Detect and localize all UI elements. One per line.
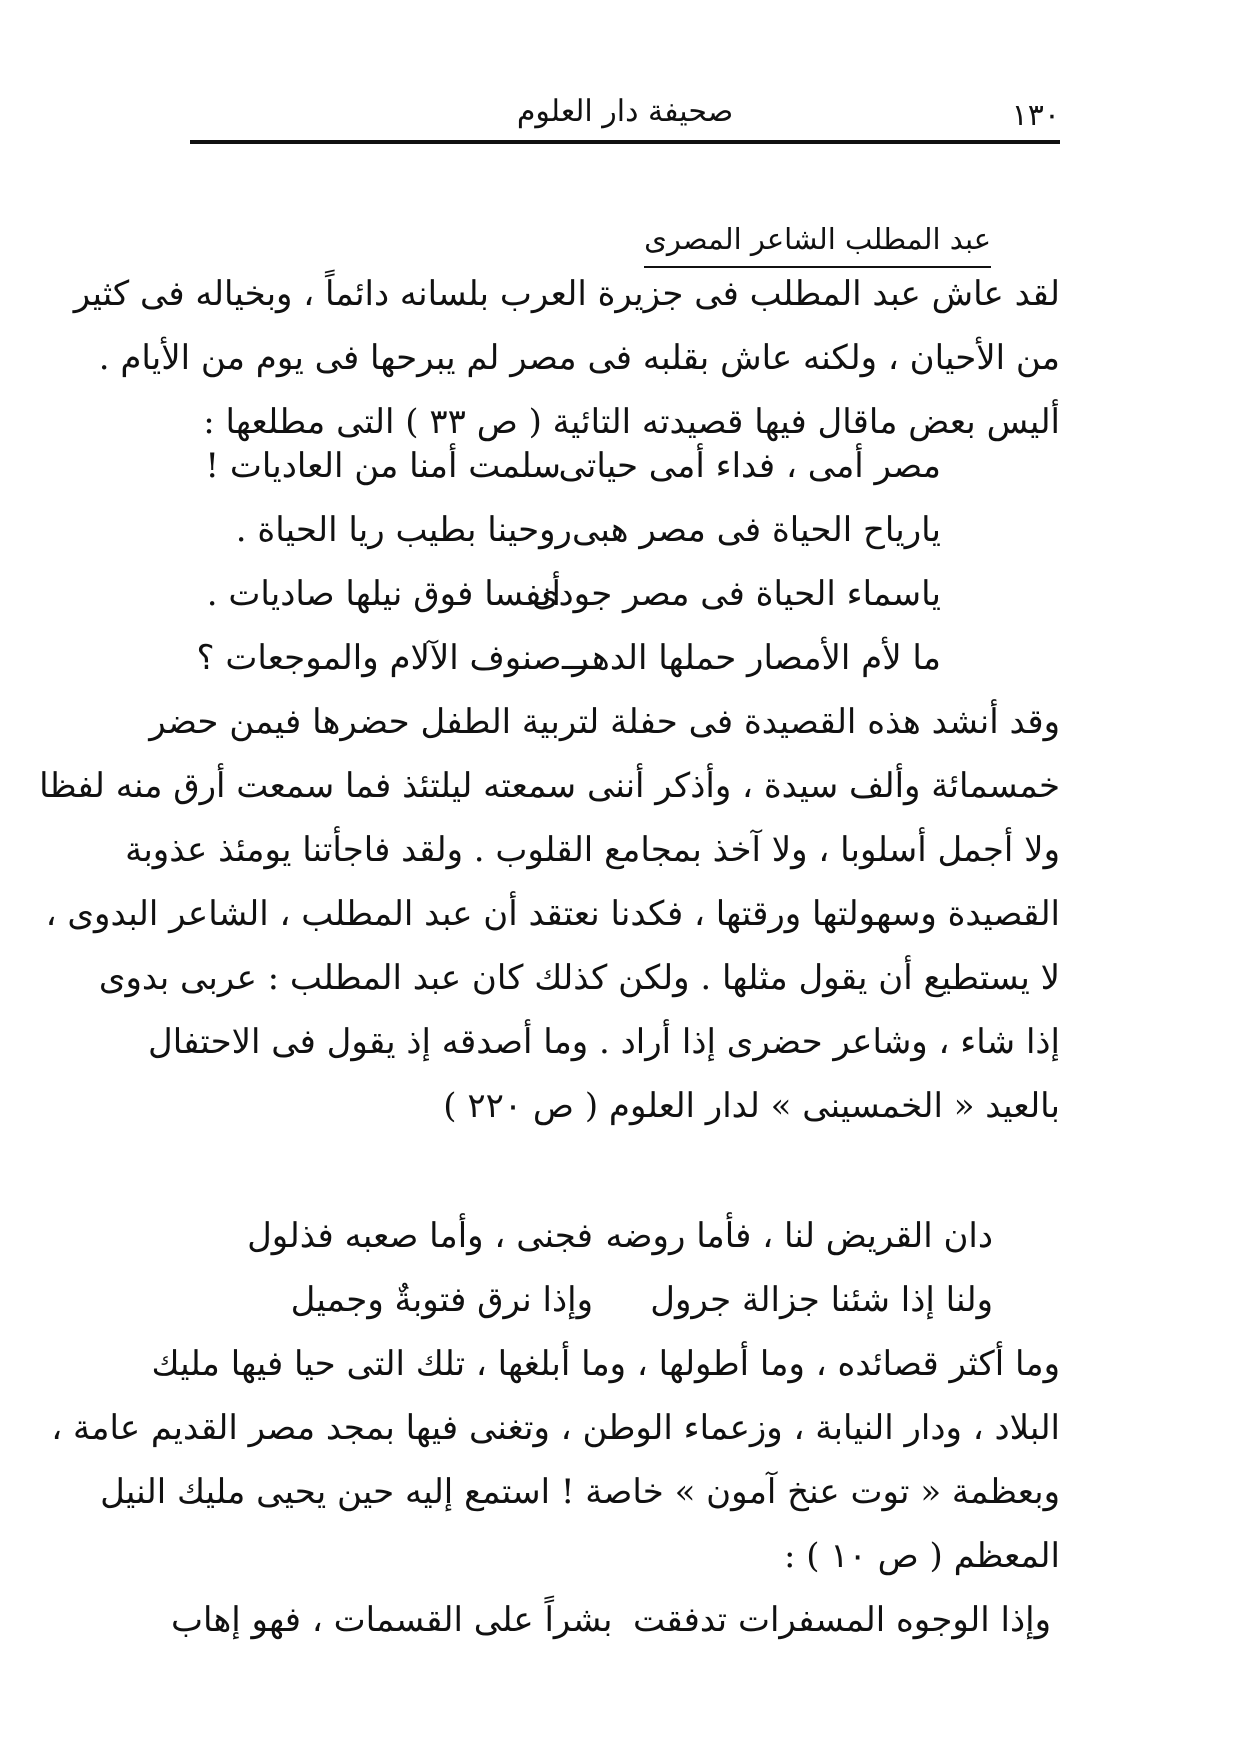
verse-second-hemistich: ـر صنوف الآلام والموجعات ؟ <box>196 638 601 678</box>
text-line: لقد عاش عبد المطلب فى جزيرة العرب بلسانه دائماً ، وبخياله فى كثير <box>73 274 1060 314</box>
text-line: إذا شاء ، وشاعر حضرى إذا أراد . وما أصدقه إذ يقول فى الاحتفال <box>148 1022 1060 1062</box>
poem-3 <box>171 1588 1051 1652</box>
poem-1 <box>196 434 941 690</box>
text-line: بالعيد « الخمسينى » لدار العلوم ( ص ٢٢٠ ) <box>443 1086 1060 1126</box>
verse-line <box>206 562 941 626</box>
text-line: القصيدة وسهولتها ورقتها ، فكدنا نعتقد أن عبد المطلب ، الشاعر البدوى ، <box>45 894 1060 934</box>
verse-first-hemistich: وإذا الوجوه المسفرات تدفقت <box>633 1600 1051 1640</box>
page-number: ١٣٠ <box>1011 98 1060 133</box>
verse-first-hemistich: ما لأم الأمصار حملها الدهـــ <box>562 638 941 678</box>
verse-first-hemistich: دان القريض لنا ، فأما روضه <box>605 1216 993 1256</box>
verse-second-hemistich: وإذا نرق فتوبةٌ وجميل <box>290 1280 593 1320</box>
text-line: خمسمائة وألف سيدة ، وأذكر أننى سمعته ليلتئذ فما سمعت أرق منه لفظا <box>39 766 1060 806</box>
poem-2 <box>233 1204 993 1332</box>
text-line: البلاد ، ودار النيابة ، وزعماء الوطن ، وتغنى فيها بمجد مصر القديم عامة ، <box>51 1408 1060 1448</box>
verse-second-hemistich: بشراً على القسمات ، فهو إهاب <box>171 1600 613 1640</box>
verse-second-hemistich: أنفسا فوق نيلها صاديات . <box>206 574 561 614</box>
text-line: وما أكثر قصائده ، وما أطولها ، وما أبلغها ، تلك التى حيا فيها مليك <box>151 1344 1060 1384</box>
text-line: وقد أنشد هذه القصيدة فى حفلة لتربية الطفل حضرها فيمن حضر <box>149 702 1060 742</box>
verse-first-hemistich: يارياح الحياة فى مصر هبى <box>571 510 941 550</box>
verse-second-hemistich: سلمت أمنا من العاديات ! <box>205 446 561 486</box>
header-rule <box>190 140 1060 144</box>
text-line: من الأحيان ، ولكنه عاش بقلبه فى مصر لم يبرحها فى يوم من الأيام . <box>98 338 1060 378</box>
section-heading: عبد المطلب الشاعر المصرى <box>644 222 991 268</box>
verse-line <box>196 626 941 690</box>
verse-line <box>233 1204 993 1268</box>
text-line: وبعظمة « توت عنخ آمون » خاصة ! استمع إليه حين يحيى مليك النيل <box>100 1472 1060 1512</box>
text-line: المعظم ( ص ١٠ ) : <box>783 1536 1060 1576</box>
text-line: لا يستطيع أن يقول مثلها . ولكن كذلك كان عبد المطلب : عربى بدوى <box>98 958 1060 998</box>
paragraph-3 <box>51 1332 1060 1588</box>
verse-second-hemistich: روحينا بطيب ريا الحياة . <box>235 510 572 550</box>
verse-line <box>205 434 941 498</box>
verse-line <box>171 1588 1051 1652</box>
verse-second-hemistich: فجنى ، وأما صعبه فذلول <box>247 1216 593 1256</box>
text-line: ولا أجمل أسلوبا ، ولا آخذ بمجامع القلوب . ولقد فاجأتنا يومئذ عذوبة <box>125 830 1060 870</box>
text-line: أليس بعض ماقال فيها قصيدته التائية ( ص ٣٣ ) التى مطلعها : <box>203 402 1060 442</box>
verse-first-hemistich: مصر أمى ، فداء أمى حياتى . <box>536 446 941 486</box>
verse-first-hemistich: ولنا إذا شئنا جزالة جرول <box>650 1280 993 1320</box>
verse-line <box>233 1268 993 1332</box>
paragraph-1 <box>73 262 1060 454</box>
verse-first-hemistich: ياسماء الحياة فى مصر جودى <box>531 574 941 614</box>
paragraph-2 <box>39 690 1060 1138</box>
verse-line <box>235 498 941 562</box>
page-header <box>190 88 1060 140</box>
running-title: صحيفة دار العلوم <box>516 94 734 129</box>
